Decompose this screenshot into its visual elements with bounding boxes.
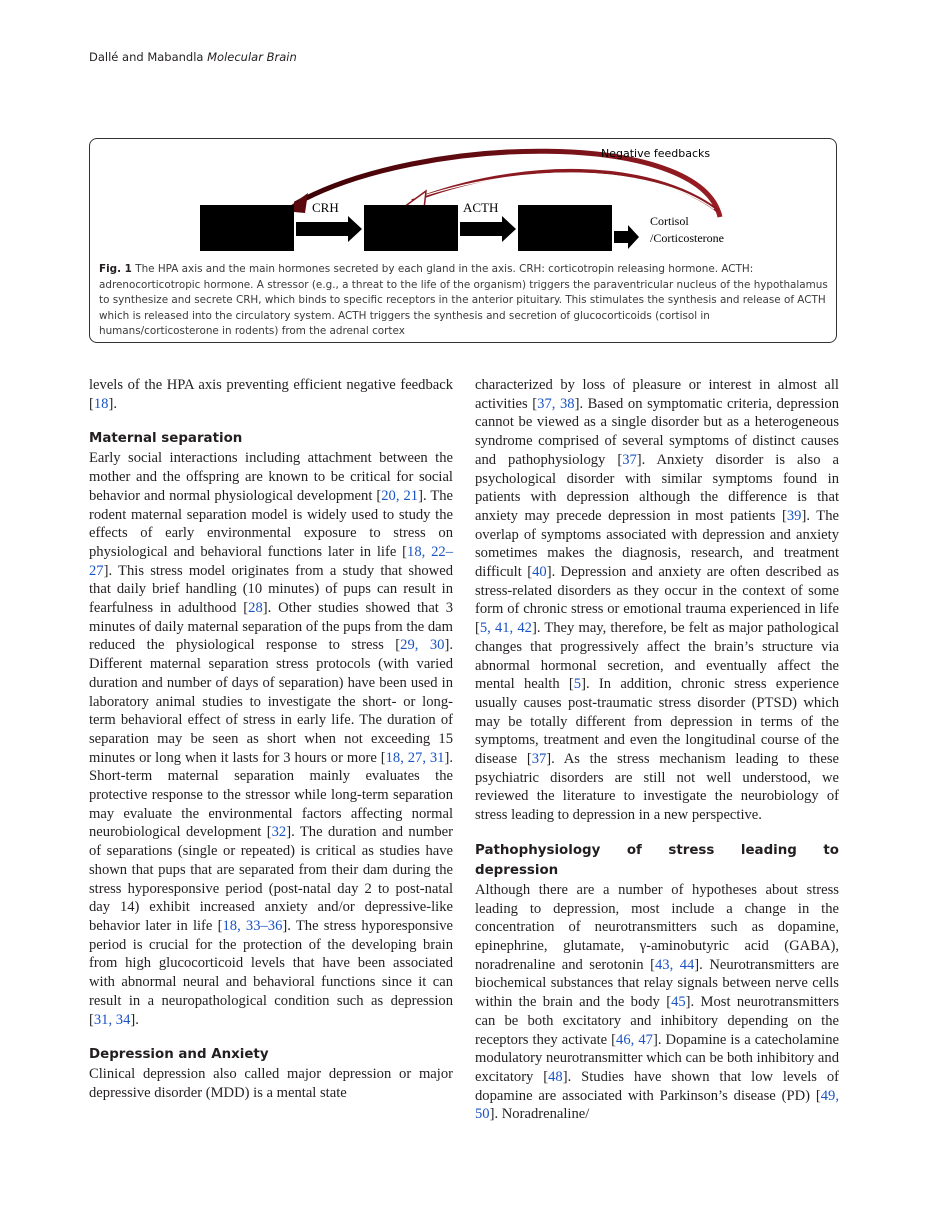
feedback-arc-to-pituitary <box>412 171 718 211</box>
citation-link[interactable]: 18, 33–36 <box>222 917 283 934</box>
caption-label: Fig. 1 <box>99 263 132 275</box>
citation-link[interactable]: 40 <box>532 564 547 581</box>
section-heading-pathophysiology: Pathophysiology of stress leading to depression <box>475 842 839 878</box>
hpa-axis-diagram <box>90 139 838 264</box>
section-heading-depression-anxiety: Depression and Anxiety <box>89 1047 269 1063</box>
label-acth: ACTH <box>463 200 499 215</box>
header-authors: Dallé and Mabandla <box>89 50 204 64</box>
caption-text: The HPA axis and the main hormones secreted by each gland in the axis. CRH: corticotropin releasing hormone. ACTH: adrenocorticotropic hormone. A stressor (e.g., a threat to the life of the organism) triggers the paraventricular nucleus of the hypothalamus to synthesize and secrete CRH, which binds to specific receptors in the anterior pituitary. This stimulates the synthesis and release of ACTH which is released into the circulatory system. ACTH triggers the synthesis and secretion of glucocorticoids (cortisol in humans/corticosterone in rodents) from the adrenal cortex <box>99 263 828 337</box>
citation-link[interactable]: 18 <box>93 395 109 412</box>
citation-link[interactable]: 43, 44 <box>654 956 695 973</box>
acth-arrow <box>460 216 516 242</box>
pituitary-box <box>364 205 458 251</box>
paragraph: Early social interactions including attachment between the mother and the offspring are known to be critical for social behavior and normal physiological development [20, 21]. The rodent maternal separation model is widely used to study the effects of early environmental exposure to stress on physiological and behavioral functions later in life [18, 22–27]. This stress model originates from a study that showed that daily brief handling (10 minutes) of pups can result in fearfulness in adulthood [28]. Other studies showed that 3 minutes of daily maternal separation of the pups from the dam reduced the physiological response to stress [29, 30]. Different maternal separation stress protocols (with varied duration and number of days of separation) have been used in laboratory animal studies to investigate the short- or long-term behavioral effect of stress in early life. The duration of separation may be seen as short when not exceeding 15 minutes or long when it lasts for 3 hours or more [18, 27, 31]. Short-term maternal separation mainly evaluates the protective response to the stressor while long-term separation may evaluate the environmental factors affecting normal neurobiological development [32]. The duration and number of separations (single or repeated) is critical as studies have shown that pups that are separated from their dam during the stress hyporesponsive period (post-natal day 2 to post-natal day 14) exhibit increased anxiety and/or depressive-like behavior later in life [18, 33–36]. The stress hyporesponsive period is crucial for the protection of the developing brain from high glucocorticoid levels that have been associated with abnormal neural and behavioral functions since it can result in a neuropathological condition such as depression [31, 34]. <box>89 450 454 1028</box>
adrenal-box <box>518 205 612 251</box>
crh-arrow <box>296 216 362 242</box>
header-journal: Molecular Brain <box>207 50 297 64</box>
citation-link[interactable]: 37 <box>622 451 637 468</box>
citation-link[interactable]: 5, 41, 42 <box>479 620 532 637</box>
citation-link[interactable]: 46, 47 <box>616 1031 653 1048</box>
feedback-arc-to-hypothalamus <box>295 151 720 217</box>
section-heading-maternal-separation: Maternal separation <box>89 431 243 447</box>
label-crh: CRH <box>312 200 339 215</box>
citation-link[interactable]: 32 <box>271 824 287 841</box>
hypothalamus-box <box>200 205 294 251</box>
citation-link[interactable]: 18, 22–27 <box>89 543 453 579</box>
label-cortisol: Cortisol <box>650 214 689 228</box>
right-column <box>475 376 839 1124</box>
paragraph: Clinical depression also called major depression or major depressive disorder (MDD) is a mental state <box>89 1066 453 1101</box>
citation-link[interactable]: 39 <box>786 507 802 524</box>
paragraph: characterized by loss of pleasure or interest in almost all activities [37, 38]. Based on symptomatic criteria, depression cannot be viewed as a single disorder but as a heterogeneous syndrome comprised of several symptoms of distinct causes and pathophysiology [37]. Anxiety disorder is also a psychological disorder with similar symptoms found in patients with depression although the difference is that anxiety may precede depression in most patients [39]. The overlap of symptoms associated with depression and anxiety sometimes makes the diagnosis, research, and treatment difficult [40]. Depression and anxiety are often described as stress-related disorders as they occur in the context of some form of chronic stress or emotional trauma experienced in life [5, 41, 42]. They may, therefore, be felt as major pathological changes that progressively affect the brain’s structure via abnormal hormonal secretion, and eventually affect the mental health [5]. In addition, chronic stress experience usually causes post-traumatic stress disorder (PTSD) which may be totally different from depression in terms of the symptoms, treatment and even the longitudinal course of the disease [37]. As the stress mechanism leading to these psychiatric disorders are still not well understood, we reviewed the literature to investigate the neurobiology of stress leading to depression in a new perspective. <box>475 377 840 824</box>
citation-link[interactable]: 29, 30 <box>400 637 445 654</box>
running-header <box>89 50 297 64</box>
label-corticosterone: /Corticosterone <box>650 231 724 245</box>
citation-link[interactable]: 18, 27, 31 <box>385 749 445 766</box>
label-negative-feedbacks: Negative feedbacks <box>601 147 711 160</box>
citation-link[interactable]: 48 <box>548 1068 563 1085</box>
paragraph: levels of the HPA axis preventing efficient negative feedback [18]. <box>89 377 453 412</box>
figure-1 <box>89 138 837 343</box>
citation-link[interactable]: 49, 50 <box>475 1087 839 1123</box>
cortisol-arrow <box>614 225 639 249</box>
citation-link[interactable]: 5 <box>573 676 582 693</box>
figure-caption <box>99 262 831 340</box>
left-column <box>89 376 453 1103</box>
citation-link[interactable]: 28 <box>248 600 263 617</box>
citation-link[interactable]: 20, 21 <box>381 487 419 504</box>
paragraph: Although there are a number of hypotheses about stress leading to depression, most include a change in the concentration of neurotransmitters such as dopamine, epinephrine, glutamate, γ-aminobutyric acid (GABA), noradrenaline and serotonin [43, 44]. Neurotransmitters are biochemical substances that relay signals between nerve cells within the brain and the body [45]. Most neurotransmitters can be both excitatory and inhibitory depending on the receptors they activate [46, 47]. Dopamine is a catecholamine modulatory neurotransmitter which can be both inhibitory and excitatory [48]. Studies have shown that low levels of dopamine are associated with Parkinson’s disease (PD) [49, 50]. Noradrenaline/ <box>475 881 840 1123</box>
citation-link[interactable]: 45 <box>671 994 686 1011</box>
citation-link[interactable]: 31, 34 <box>93 1011 131 1028</box>
citation-link[interactable]: 37 <box>531 751 547 768</box>
citation-link[interactable]: 37, 38 <box>537 395 575 412</box>
